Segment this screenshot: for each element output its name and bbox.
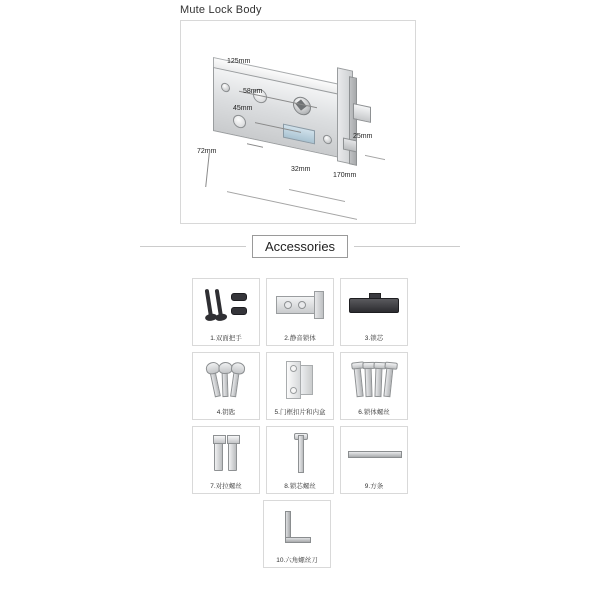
accessory-cell-6 [340,352,408,420]
accessory-caption: 7.对拉螺丝 [210,482,242,490]
dimension-label-125: 125mm [227,58,251,65]
door-handle-pair-icon [193,283,259,327]
accessory-caption: 5.门框扣片和内盒 [274,408,326,416]
dimension-label-170: 170mm [333,172,357,179]
accessories-grid [192,278,408,568]
square-spindle-icon [341,431,407,475]
dimension-label-45: 45mm [233,105,253,112]
accessory-cell-10 [263,500,331,568]
accessory-cell-3 [340,278,408,346]
accessory-cell-5 [266,352,334,420]
accessory-caption: 1.双面把手 [210,334,242,342]
accessory-caption: 6.锁体螺丝 [358,408,390,416]
accessories-heading: Accessories [252,235,348,258]
strike-plate-icon [267,357,333,401]
dimension-line-170 [227,191,357,220]
dimension-label-58: 58mm [243,88,263,95]
dimension-line-25 [365,155,385,160]
accessory-cell-2 [266,278,334,346]
dimension-label-72: 72mm [197,148,217,155]
mute-lock-body-icon [267,283,333,327]
dimension-label-32: 32mm [291,166,311,173]
accessory-cell-8 [266,426,334,494]
dimension-line-72 [205,153,210,187]
cylinder-screw-icon [267,431,333,475]
accessory-caption: 2.静音锁体 [284,334,316,342]
accessory-cell-1 [192,278,260,346]
dimension-line-45 [247,143,263,147]
keys-icon [193,357,259,401]
lock-cylinder-icon [341,283,407,327]
divider-right [354,246,460,247]
accessory-cell-4 [192,352,260,420]
accessory-cell-9 [340,426,408,494]
allen-key-icon [264,505,330,549]
lock-body-diagram-panel [180,20,416,224]
through-bolts-icon [193,431,259,475]
accessory-caption: 8.锁芯螺丝 [284,482,316,490]
page-title: Mute Lock Body [180,4,262,16]
divider-left [140,246,246,247]
accessory-caption: 3.锁芯 [364,334,384,342]
accessory-caption: 10.六角螺丝刀 [276,556,318,564]
dimension-label-25: 25mm [353,133,373,140]
accessories-heading-row [140,234,460,258]
accessory-caption: 9.方条 [364,482,384,490]
dimension-line-32 [289,189,345,202]
lock-body-screws-icon [341,357,407,401]
accessory-caption: 4.钥匙 [216,408,236,416]
accessory-cell-7 [192,426,260,494]
